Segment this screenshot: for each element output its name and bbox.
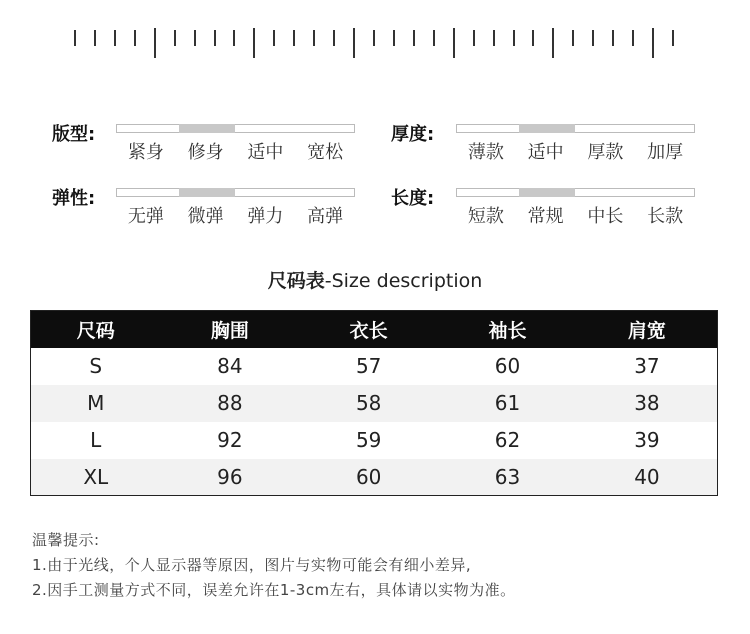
ruler-tick <box>652 28 654 58</box>
ruler-tick <box>393 30 395 46</box>
table-row <box>31 459 718 496</box>
ruler-tick <box>353 28 355 58</box>
attribute-option: 弹力 <box>247 206 284 227</box>
attribute-label: 版型: <box>52 124 96 145</box>
ruler-tick <box>532 30 534 46</box>
attribute-option: 高弹 <box>307 206 344 227</box>
attribute-label: 厚度: <box>391 124 435 145</box>
ruler-tick <box>592 30 594 46</box>
table-row <box>31 348 718 385</box>
attribute-option: 适中 <box>247 142 284 163</box>
attribute-option: 紧身 <box>127 142 164 163</box>
cell-shoulder: 39 <box>634 428 660 452</box>
attribute-scale-bar <box>116 124 355 133</box>
size-table-header-row <box>31 311 718 348</box>
attribute-option: 修身 <box>187 142 224 163</box>
ruler-tick <box>293 30 295 46</box>
cell-sleeve: 62 <box>494 428 521 452</box>
ruler-tick <box>433 30 435 46</box>
attribute-option: 长款 <box>647 206 684 227</box>
size-table <box>30 310 718 496</box>
cell-sleeve: 63 <box>438 459 577 496</box>
cell-shoulder: 38 <box>577 385 718 422</box>
attribute-option: 无弹 <box>127 206 164 227</box>
cell-shoulder: 37 <box>634 354 660 378</box>
ruler-tick <box>453 28 455 58</box>
ruler-tick <box>134 30 136 46</box>
notes-line-1: 1.由于光线，个人显示器等原因，图片与实物可能会有细小差异, <box>32 556 472 574</box>
attribute-option: 常规 <box>527 206 564 227</box>
cell-size: M <box>31 385 161 422</box>
cell-length: 60 <box>299 459 438 496</box>
ruler-tick <box>473 30 475 46</box>
cell-size: L <box>90 428 102 452</box>
attribute-label: 长度: <box>391 188 435 209</box>
ruler-tick <box>672 30 674 46</box>
attribute-selected-segment <box>179 188 235 197</box>
ruler-tick <box>154 28 156 58</box>
notes-block <box>32 528 516 603</box>
attribute-option: 厚款 <box>587 142 624 163</box>
ruler-tick <box>333 30 335 46</box>
cell-length: 57 <box>355 354 382 378</box>
ruler-tick <box>493 30 495 46</box>
attribute-option: 中长 <box>587 206 624 227</box>
ruler-tick <box>74 30 76 46</box>
attribute-scale-bar <box>456 188 695 197</box>
ruler-tick <box>373 30 375 46</box>
attribute-option: 微弹 <box>187 206 224 227</box>
header-size: 尺码 <box>31 311 161 348</box>
ruler-tick <box>114 30 116 46</box>
measuring-ruler-decoration <box>74 28 674 58</box>
notes-line-2: 2.因手工测量方式不同，误差允许在1-3cm左右，具体请以实物为准。 <box>32 581 516 599</box>
ruler-tick <box>612 30 614 46</box>
attribute-label: 弹性: <box>52 188 96 209</box>
size-title-cn: 尺码表 <box>267 270 325 292</box>
header-sleeve: 袖长 <box>438 311 577 348</box>
ruler-tick <box>552 28 554 58</box>
ruler-tick <box>273 30 275 46</box>
ruler-tick <box>632 30 634 46</box>
cell-length: 58 <box>299 385 438 422</box>
ruler-tick <box>413 30 415 46</box>
cell-chest: 88 <box>161 385 300 422</box>
notes-title: 温馨提示: <box>32 531 100 549</box>
ruler-tick <box>513 30 515 46</box>
ruler-tick <box>253 28 255 58</box>
ruler-tick <box>313 30 315 46</box>
size-title-en: -Size description <box>324 270 483 292</box>
header-length: 衣长 <box>299 311 438 348</box>
ruler-tick <box>194 30 196 46</box>
cell-chest: 92 <box>217 428 243 452</box>
attribute-option: 加厚 <box>647 142 684 163</box>
header-chest: 胸围 <box>161 311 300 348</box>
attribute-option: 短款 <box>467 206 504 227</box>
cell-shoulder: 40 <box>577 459 718 496</box>
cell-size: XL <box>31 459 161 496</box>
ruler-tick <box>572 30 574 46</box>
header-shoulder: 肩宽 <box>577 311 718 348</box>
cell-chest: 96 <box>161 459 300 496</box>
cell-size: S <box>89 354 103 378</box>
ruler-tick <box>94 30 96 46</box>
attribute-selected-segment <box>519 188 575 197</box>
cell-chest: 84 <box>217 354 243 378</box>
attribute-scale-bar <box>116 188 355 197</box>
ruler-tick <box>214 30 216 46</box>
cell-sleeve: 61 <box>438 385 577 422</box>
cell-sleeve: 60 <box>494 354 521 378</box>
attribute-option: 适中 <box>527 142 564 163</box>
cell-length: 59 <box>355 428 382 452</box>
ruler-tick <box>233 30 235 46</box>
table-row <box>31 385 718 422</box>
ruler-tick <box>174 30 176 46</box>
size-table-title <box>0 266 750 293</box>
attribute-selected-segment <box>179 124 235 133</box>
attribute-selected-segment <box>519 124 575 133</box>
attribute-option: 宽松 <box>307 142 344 163</box>
attribute-option: 薄款 <box>467 142 504 163</box>
attribute-scale-bar <box>456 124 695 133</box>
table-row <box>31 422 718 459</box>
